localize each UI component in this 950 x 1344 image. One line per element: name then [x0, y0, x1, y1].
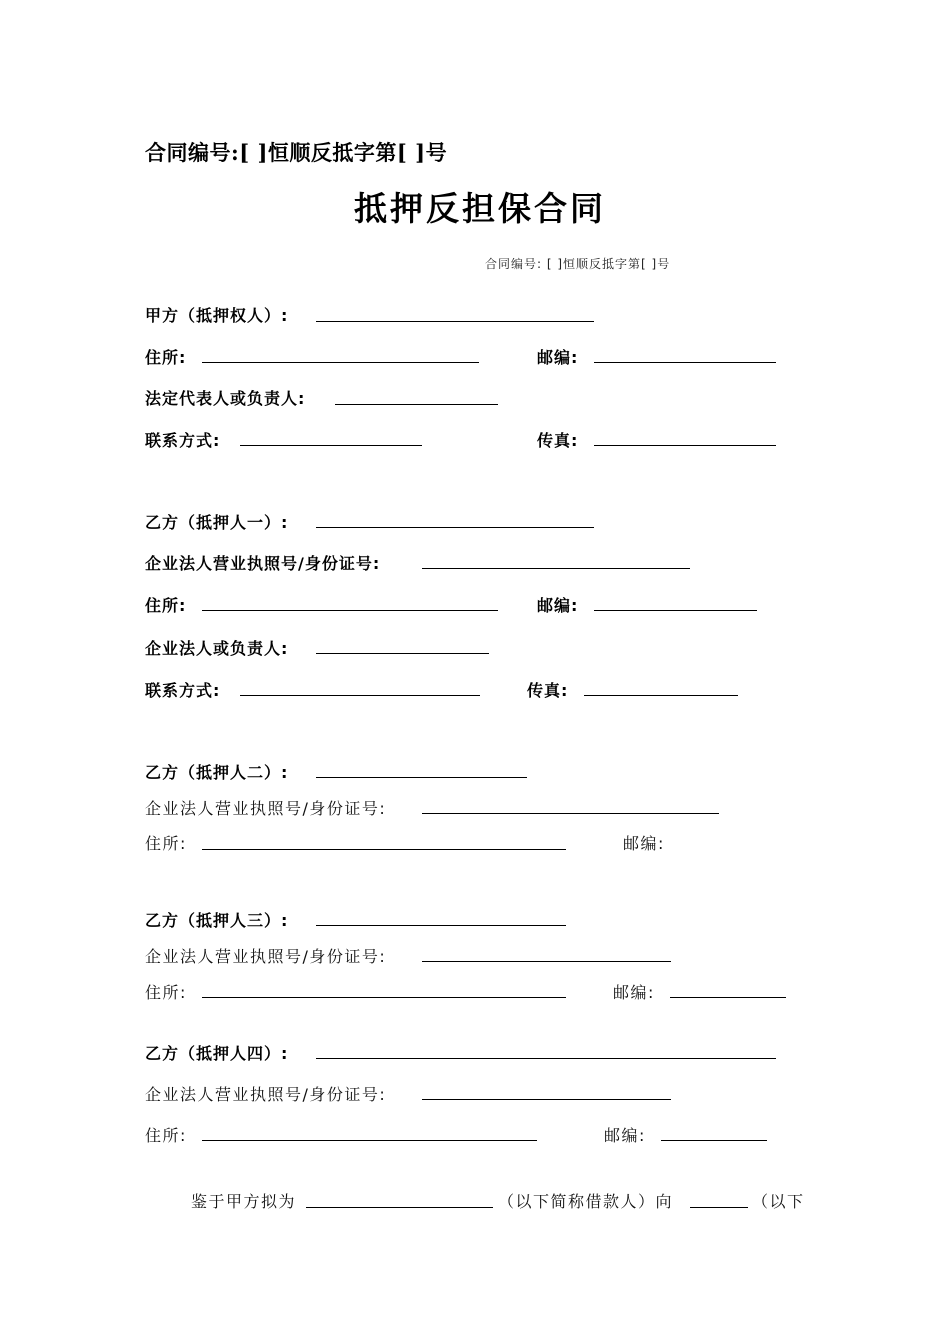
- party-a-fax-field[interactable]: [594, 445, 776, 446]
- party-b4-license-field[interactable]: [422, 1099, 671, 1100]
- party-a-name-field[interactable]: [316, 321, 594, 322]
- party-b2-license-field[interactable]: [422, 813, 719, 814]
- document-title: 抵押反担保合同: [354, 189, 606, 228]
- party-b1-rep-label: 企业法人或负责人:: [145, 639, 289, 658]
- party-b1-license-label: 企业法人营业执照号/身份证号:: [145, 554, 381, 573]
- body-text-part1: 鉴于甲方拟为: [191, 1192, 297, 1211]
- party-b1-rep-field[interactable]: [316, 653, 489, 654]
- party-b2-license-label: 企业法人营业执照号/身份证号:: [145, 799, 387, 818]
- party-b4-name-field[interactable]: [316, 1058, 776, 1059]
- party-b4-license-label: 企业法人营业执照号/身份证号:: [145, 1085, 387, 1104]
- party-b3-license-label: 企业法人营业执照号/身份证号:: [145, 947, 387, 966]
- party-b1-contact-label: 联系方式:: [145, 681, 221, 700]
- party-b2-label: 乙方（抵押人二）:: [145, 763, 289, 782]
- party-b1-contact-field[interactable]: [240, 695, 480, 696]
- party-b1-postcode-label: 邮编:: [537, 596, 579, 615]
- party-a-fax-label: 传真:: [537, 431, 579, 450]
- party-b1-postcode-field[interactable]: [594, 610, 757, 611]
- party-b4-address-label: 住所:: [145, 1126, 187, 1145]
- party-a-address-label: 住所:: [145, 348, 187, 367]
- party-b1-address-label: 住所:: [145, 596, 187, 615]
- party-a-rep-label: 法定代表人或负责人:: [145, 389, 306, 408]
- borrower-name-field[interactable]: [306, 1207, 493, 1208]
- party-a-label: 甲方（抵押权人）:: [145, 306, 289, 325]
- party-b4-label: 乙方（抵押人四）:: [145, 1044, 289, 1063]
- party-b3-address-field[interactable]: [202, 997, 566, 998]
- party-b1-fax-field[interactable]: [584, 695, 738, 696]
- body-text-part2: （以下简称借款人）向: [498, 1192, 674, 1211]
- party-b2-name-field[interactable]: [316, 777, 527, 778]
- party-a-postcode-label: 邮编:: [537, 348, 579, 367]
- party-b3-postcode-field[interactable]: [670, 997, 786, 998]
- party-b3-license-field[interactable]: [422, 961, 671, 962]
- party-b1-fax-label: 传真:: [527, 681, 569, 700]
- party-b1-license-field[interactable]: [422, 568, 690, 569]
- party-b3-address-label: 住所:: [145, 983, 187, 1002]
- party-b3-postcode-label: 邮编:: [613, 983, 655, 1002]
- party-b4-address-field[interactable]: [202, 1140, 537, 1141]
- contract-number-subheader: 合同编号: [ ]恒顺反抵字第[ ]号: [485, 257, 671, 271]
- body-text-part3: （以下: [752, 1192, 805, 1211]
- lender-name-field[interactable]: [690, 1207, 748, 1208]
- party-a-address-field[interactable]: [202, 362, 479, 363]
- party-a-contact-label: 联系方式:: [145, 431, 221, 450]
- party-b2-postcode-label: 邮编:: [623, 834, 665, 853]
- party-b1-address-field[interactable]: [202, 610, 498, 611]
- party-b1-label: 乙方（抵押人一）:: [145, 513, 289, 532]
- party-b1-name-field[interactable]: [316, 527, 594, 528]
- party-b2-address-field[interactable]: [202, 849, 566, 850]
- party-b4-postcode-field[interactable]: [661, 1140, 767, 1141]
- party-b3-label: 乙方（抵押人三）:: [145, 911, 289, 930]
- party-a-postcode-field[interactable]: [594, 362, 776, 363]
- party-b2-address-label: 住所:: [145, 834, 187, 853]
- party-b4-postcode-label: 邮编:: [604, 1126, 646, 1145]
- party-a-rep-field[interactable]: [335, 404, 498, 405]
- party-b3-name-field[interactable]: [316, 925, 566, 926]
- contract-number-header: 合同编号:[ ]恒顺反抵字第[ ]号: [145, 140, 448, 165]
- party-a-contact-field[interactable]: [240, 445, 422, 446]
